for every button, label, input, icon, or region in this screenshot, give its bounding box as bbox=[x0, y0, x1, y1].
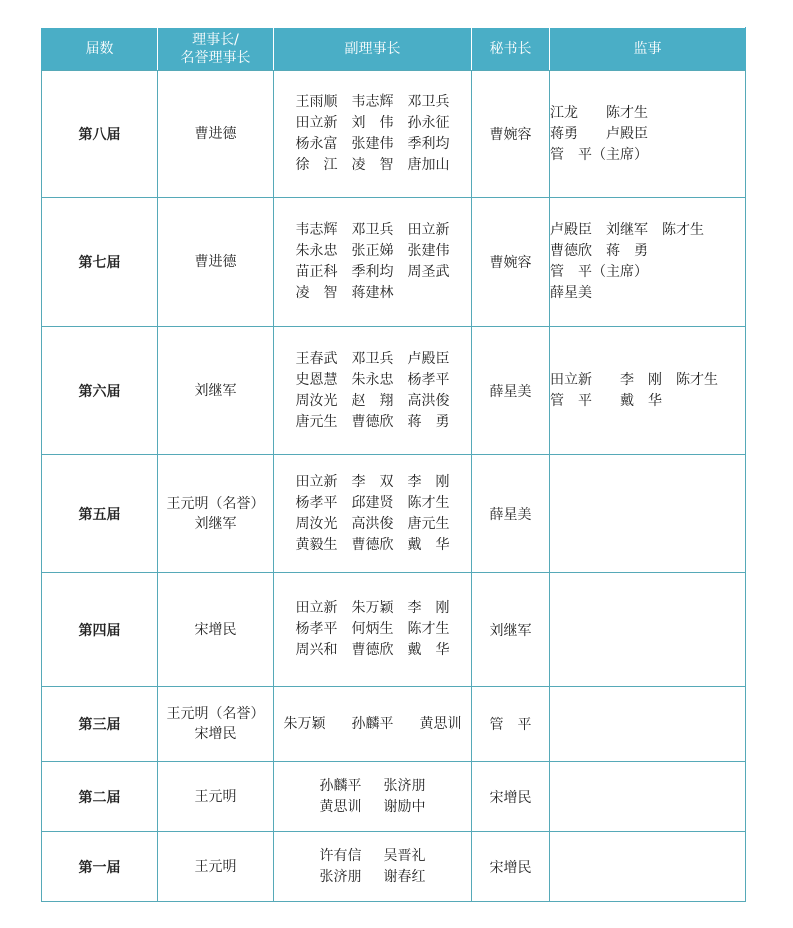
vice-chair-name: 唐元生 bbox=[407, 515, 450, 532]
vice-chair-name: 戴 华 bbox=[407, 536, 450, 553]
vice-chair-name: 张建伟 bbox=[407, 243, 450, 259]
vice-chair-cell bbox=[274, 762, 472, 832]
vice-chair-name: 韦志辉 bbox=[295, 222, 338, 238]
vice-chair-name: 许有信 bbox=[319, 847, 362, 864]
vice-chair-name: 黄毅生 bbox=[295, 536, 338, 553]
supervisor-line bbox=[550, 103, 745, 124]
vice-chair-name: 吴晋礼 bbox=[383, 847, 426, 864]
supervisor-cell bbox=[550, 71, 746, 198]
supervisor-cell bbox=[550, 687, 746, 762]
header-secretary: 秘书长 bbox=[472, 28, 550, 71]
vice-chair-name: 谢励中 bbox=[383, 798, 426, 815]
supervisor-line bbox=[550, 241, 745, 262]
vice-chair-list bbox=[296, 598, 450, 661]
supervisor-line bbox=[550, 145, 745, 166]
term-cell: 第二届 bbox=[42, 762, 158, 832]
supervisor-line bbox=[550, 391, 745, 412]
vice-chair-name: 杨孝平 bbox=[295, 494, 338, 511]
term-cell: 第四届 bbox=[42, 573, 158, 687]
secretary-cell: 宋增民 bbox=[472, 762, 550, 832]
vice-chair-list bbox=[284, 714, 462, 735]
supervisor-name: 薛星美 bbox=[550, 285, 592, 301]
supervisor-name: 卢殿臣 bbox=[592, 125, 648, 142]
vice-chair-name: 朱永忠 bbox=[295, 243, 338, 259]
vice-chair-name: 邓卫兵 bbox=[351, 222, 394, 238]
vice-chair-name: 曹德欣 bbox=[351, 536, 394, 553]
table-row bbox=[42, 198, 746, 327]
vice-chair-name: 孙永征 bbox=[407, 115, 450, 131]
supervisor-name: 管 平（主席） bbox=[550, 146, 648, 163]
vice-chair-name: 韦志辉 bbox=[351, 94, 394, 110]
vice-chair-name: 孙麟平 bbox=[351, 715, 394, 732]
vice-chair-list bbox=[296, 92, 450, 176]
header-term: 届数 bbox=[42, 28, 158, 71]
vice-chair-name: 季利均 bbox=[407, 136, 450, 152]
table-row bbox=[42, 455, 746, 573]
table-row bbox=[42, 687, 746, 762]
vice-chair-name: 蒋 勇 bbox=[407, 413, 450, 430]
vice-chair-cell bbox=[274, 832, 472, 902]
vice-chair-cell bbox=[274, 573, 472, 687]
vice-chair-name: 戴 华 bbox=[407, 642, 450, 658]
supervisor-line bbox=[550, 370, 745, 391]
secretary-cell: 曹婉容 bbox=[472, 71, 550, 198]
supervisor-name: 江龙 bbox=[550, 104, 578, 121]
secretary-cell: 薛星美 bbox=[472, 455, 550, 573]
vice-chair-name: 邱建贤 bbox=[351, 494, 394, 511]
table-row bbox=[42, 832, 746, 902]
chair-name: 曹进德 bbox=[194, 126, 237, 142]
vice-chair-name: 黄思训 bbox=[419, 715, 462, 732]
supervisor-name: 卢殿臣 bbox=[550, 222, 592, 238]
vice-chair-name: 史恩慧 bbox=[295, 371, 338, 388]
supervisor-cell bbox=[550, 832, 746, 902]
vice-chair-name: 曹德欣 bbox=[351, 413, 394, 430]
vice-chair-name: 苗正科 bbox=[295, 264, 338, 280]
vice-chair-name: 张建伟 bbox=[351, 136, 394, 152]
secretary-cell: 刘继军 bbox=[472, 573, 550, 687]
supervisor-name: 蒋勇 bbox=[550, 125, 578, 142]
table-header-row bbox=[42, 28, 746, 71]
supervisor-name: 曹德欣 bbox=[550, 243, 592, 259]
chair-name: 宋增民 bbox=[194, 726, 237, 742]
supervisor-name: 李 刚 bbox=[606, 371, 662, 388]
vice-chair-name: 高洪俊 bbox=[351, 515, 394, 532]
chair-name: 王元明（名誉） bbox=[166, 706, 265, 722]
vice-chair-name: 季利均 bbox=[351, 264, 394, 280]
vice-chair-name: 邓卫兵 bbox=[407, 94, 450, 110]
vice-chair-name bbox=[408, 283, 450, 304]
vice-chair-cell bbox=[274, 687, 472, 762]
header-chair-line2: 名誉理事长 bbox=[180, 50, 251, 66]
supervisor-list bbox=[550, 370, 745, 412]
supervisor-line bbox=[550, 220, 745, 241]
supervisor-cell bbox=[550, 573, 746, 687]
vice-chair-name: 谢春红 bbox=[383, 868, 426, 885]
vice-chair-name: 周汝光 bbox=[295, 392, 338, 409]
vice-chair-name: 陈才生 bbox=[407, 494, 450, 511]
vice-chair-name: 朱万颖 bbox=[351, 600, 394, 616]
term-cell: 第六届 bbox=[42, 327, 158, 455]
table-row bbox=[42, 327, 746, 455]
supervisor-line bbox=[550, 283, 745, 304]
supervisor-name: 田立新 bbox=[550, 371, 592, 388]
supervisor-name: 蒋 勇 bbox=[606, 243, 648, 259]
header-chair bbox=[158, 28, 274, 71]
table-row bbox=[42, 573, 746, 687]
vice-chair-list bbox=[296, 220, 450, 304]
vice-chair-name: 王雨顺 bbox=[295, 94, 338, 110]
vice-chair-name: 杨孝平 bbox=[295, 621, 338, 637]
vice-chair-list bbox=[320, 776, 426, 818]
chair-cell bbox=[158, 762, 274, 832]
vice-chair-name: 张济朋 bbox=[383, 777, 426, 794]
term-cell: 第一届 bbox=[42, 832, 158, 902]
vice-chair-list bbox=[320, 846, 426, 888]
vice-chair-name: 朱万颖 bbox=[283, 715, 326, 732]
supervisor-cell bbox=[550, 198, 746, 327]
vice-chair-name: 李 刚 bbox=[407, 473, 450, 490]
vice-chair-name: 周兴和 bbox=[295, 642, 338, 658]
vice-chair-name: 黄思训 bbox=[319, 798, 362, 815]
vice-chair-name: 唐元生 bbox=[295, 413, 338, 430]
chair-cell bbox=[158, 198, 274, 327]
supervisor-name: 管 平 bbox=[550, 392, 592, 409]
council-history-table bbox=[41, 27, 746, 902]
vice-chair-list bbox=[296, 472, 450, 556]
vice-chair-cell bbox=[274, 455, 472, 573]
supervisor-name: 戴 华 bbox=[606, 392, 662, 409]
vice-chair-name: 王春武 bbox=[295, 350, 338, 367]
vice-chair-name: 张正娣 bbox=[351, 243, 394, 259]
chair-cell bbox=[158, 687, 274, 762]
term-cell: 第三届 bbox=[42, 687, 158, 762]
supervisor-cell bbox=[550, 327, 746, 455]
supervisor-name: 陈才生 bbox=[592, 104, 648, 121]
chair-cell bbox=[158, 71, 274, 198]
header-supervisor: 监事 bbox=[550, 28, 746, 71]
vice-chair-cell bbox=[274, 327, 472, 455]
vice-chair-list bbox=[296, 349, 450, 433]
secretary-cell: 薛星美 bbox=[472, 327, 550, 455]
vice-chair-name: 杨孝平 bbox=[407, 371, 450, 388]
vice-chair-name: 高洪俊 bbox=[407, 392, 450, 409]
vice-chair-name: 曹德欣 bbox=[351, 642, 394, 658]
chair-cell bbox=[158, 455, 274, 573]
secretary-cell: 曹婉容 bbox=[472, 198, 550, 327]
secretary-cell: 管 平 bbox=[472, 687, 550, 762]
supervisor-list bbox=[550, 220, 745, 304]
table-row bbox=[42, 762, 746, 832]
chair-cell bbox=[158, 327, 274, 455]
chair-name: 王元明 bbox=[194, 858, 237, 875]
vice-chair-name: 李 刚 bbox=[407, 600, 450, 616]
supervisor-name: 刘继军 bbox=[606, 222, 648, 238]
vice-chair-name: 蒋建林 bbox=[351, 285, 394, 301]
supervisor-list bbox=[550, 103, 745, 166]
table-row bbox=[42, 71, 746, 198]
vice-chair-name: 田立新 bbox=[295, 600, 338, 616]
vice-chair-cell bbox=[274, 198, 472, 327]
secretary-cell: 宋增民 bbox=[472, 832, 550, 902]
term-cell: 第八届 bbox=[42, 71, 158, 198]
chair-name: 刘继军 bbox=[194, 515, 237, 532]
vice-chair-name: 徐 江 bbox=[295, 157, 338, 173]
vice-chair-name: 张济朋 bbox=[319, 868, 362, 885]
header-vice: 副理事长 bbox=[274, 28, 472, 71]
chair-name: 曹进德 bbox=[194, 254, 237, 270]
vice-chair-name: 何炳生 bbox=[351, 621, 394, 637]
supervisor-name: 管 平（主席） bbox=[550, 264, 648, 280]
supervisor-name: 陈才生 bbox=[676, 371, 718, 388]
vice-chair-name: 周汝光 bbox=[295, 515, 338, 532]
supervisor-name: 陈才生 bbox=[662, 222, 704, 238]
vice-chair-name: 李 双 bbox=[351, 473, 394, 490]
chair-name: 王元明 bbox=[194, 788, 237, 805]
header-chair-line1: 理事长/ bbox=[192, 32, 239, 48]
chair-cell bbox=[158, 573, 274, 687]
vice-chair-name: 陈才生 bbox=[407, 621, 450, 637]
supervisor-cell bbox=[550, 455, 746, 573]
vice-chair-name: 凌 智 bbox=[351, 157, 394, 173]
term-cell: 第七届 bbox=[42, 198, 158, 327]
chair-name: 刘继军 bbox=[194, 382, 237, 399]
vice-chair-name: 杨永富 bbox=[295, 136, 338, 152]
vice-chair-name: 邓卫兵 bbox=[351, 350, 394, 367]
chair-cell bbox=[158, 832, 274, 902]
supervisor-line bbox=[550, 262, 745, 283]
term-cell: 第五届 bbox=[42, 455, 158, 573]
vice-chair-name: 朱永忠 bbox=[351, 371, 394, 388]
vice-chair-name: 刘 伟 bbox=[351, 115, 394, 131]
chair-name: 宋增民 bbox=[194, 621, 237, 638]
vice-chair-name: 卢殿臣 bbox=[407, 350, 450, 367]
vice-chair-name: 唐加山 bbox=[407, 157, 450, 173]
chair-name: 王元明（名誉） bbox=[166, 495, 265, 512]
vice-chair-name: 周圣武 bbox=[407, 264, 450, 280]
vice-chair-cell bbox=[274, 71, 472, 198]
vice-chair-name: 孙麟平 bbox=[319, 777, 362, 794]
vice-chair-name: 田立新 bbox=[407, 222, 450, 238]
vice-chair-name: 田立新 bbox=[295, 115, 338, 131]
vice-chair-name: 赵 翔 bbox=[351, 392, 394, 409]
supervisor-cell bbox=[550, 762, 746, 832]
vice-chair-name: 田立新 bbox=[295, 473, 338, 490]
supervisor-line bbox=[550, 124, 745, 145]
vice-chair-name: 凌 智 bbox=[295, 285, 338, 301]
